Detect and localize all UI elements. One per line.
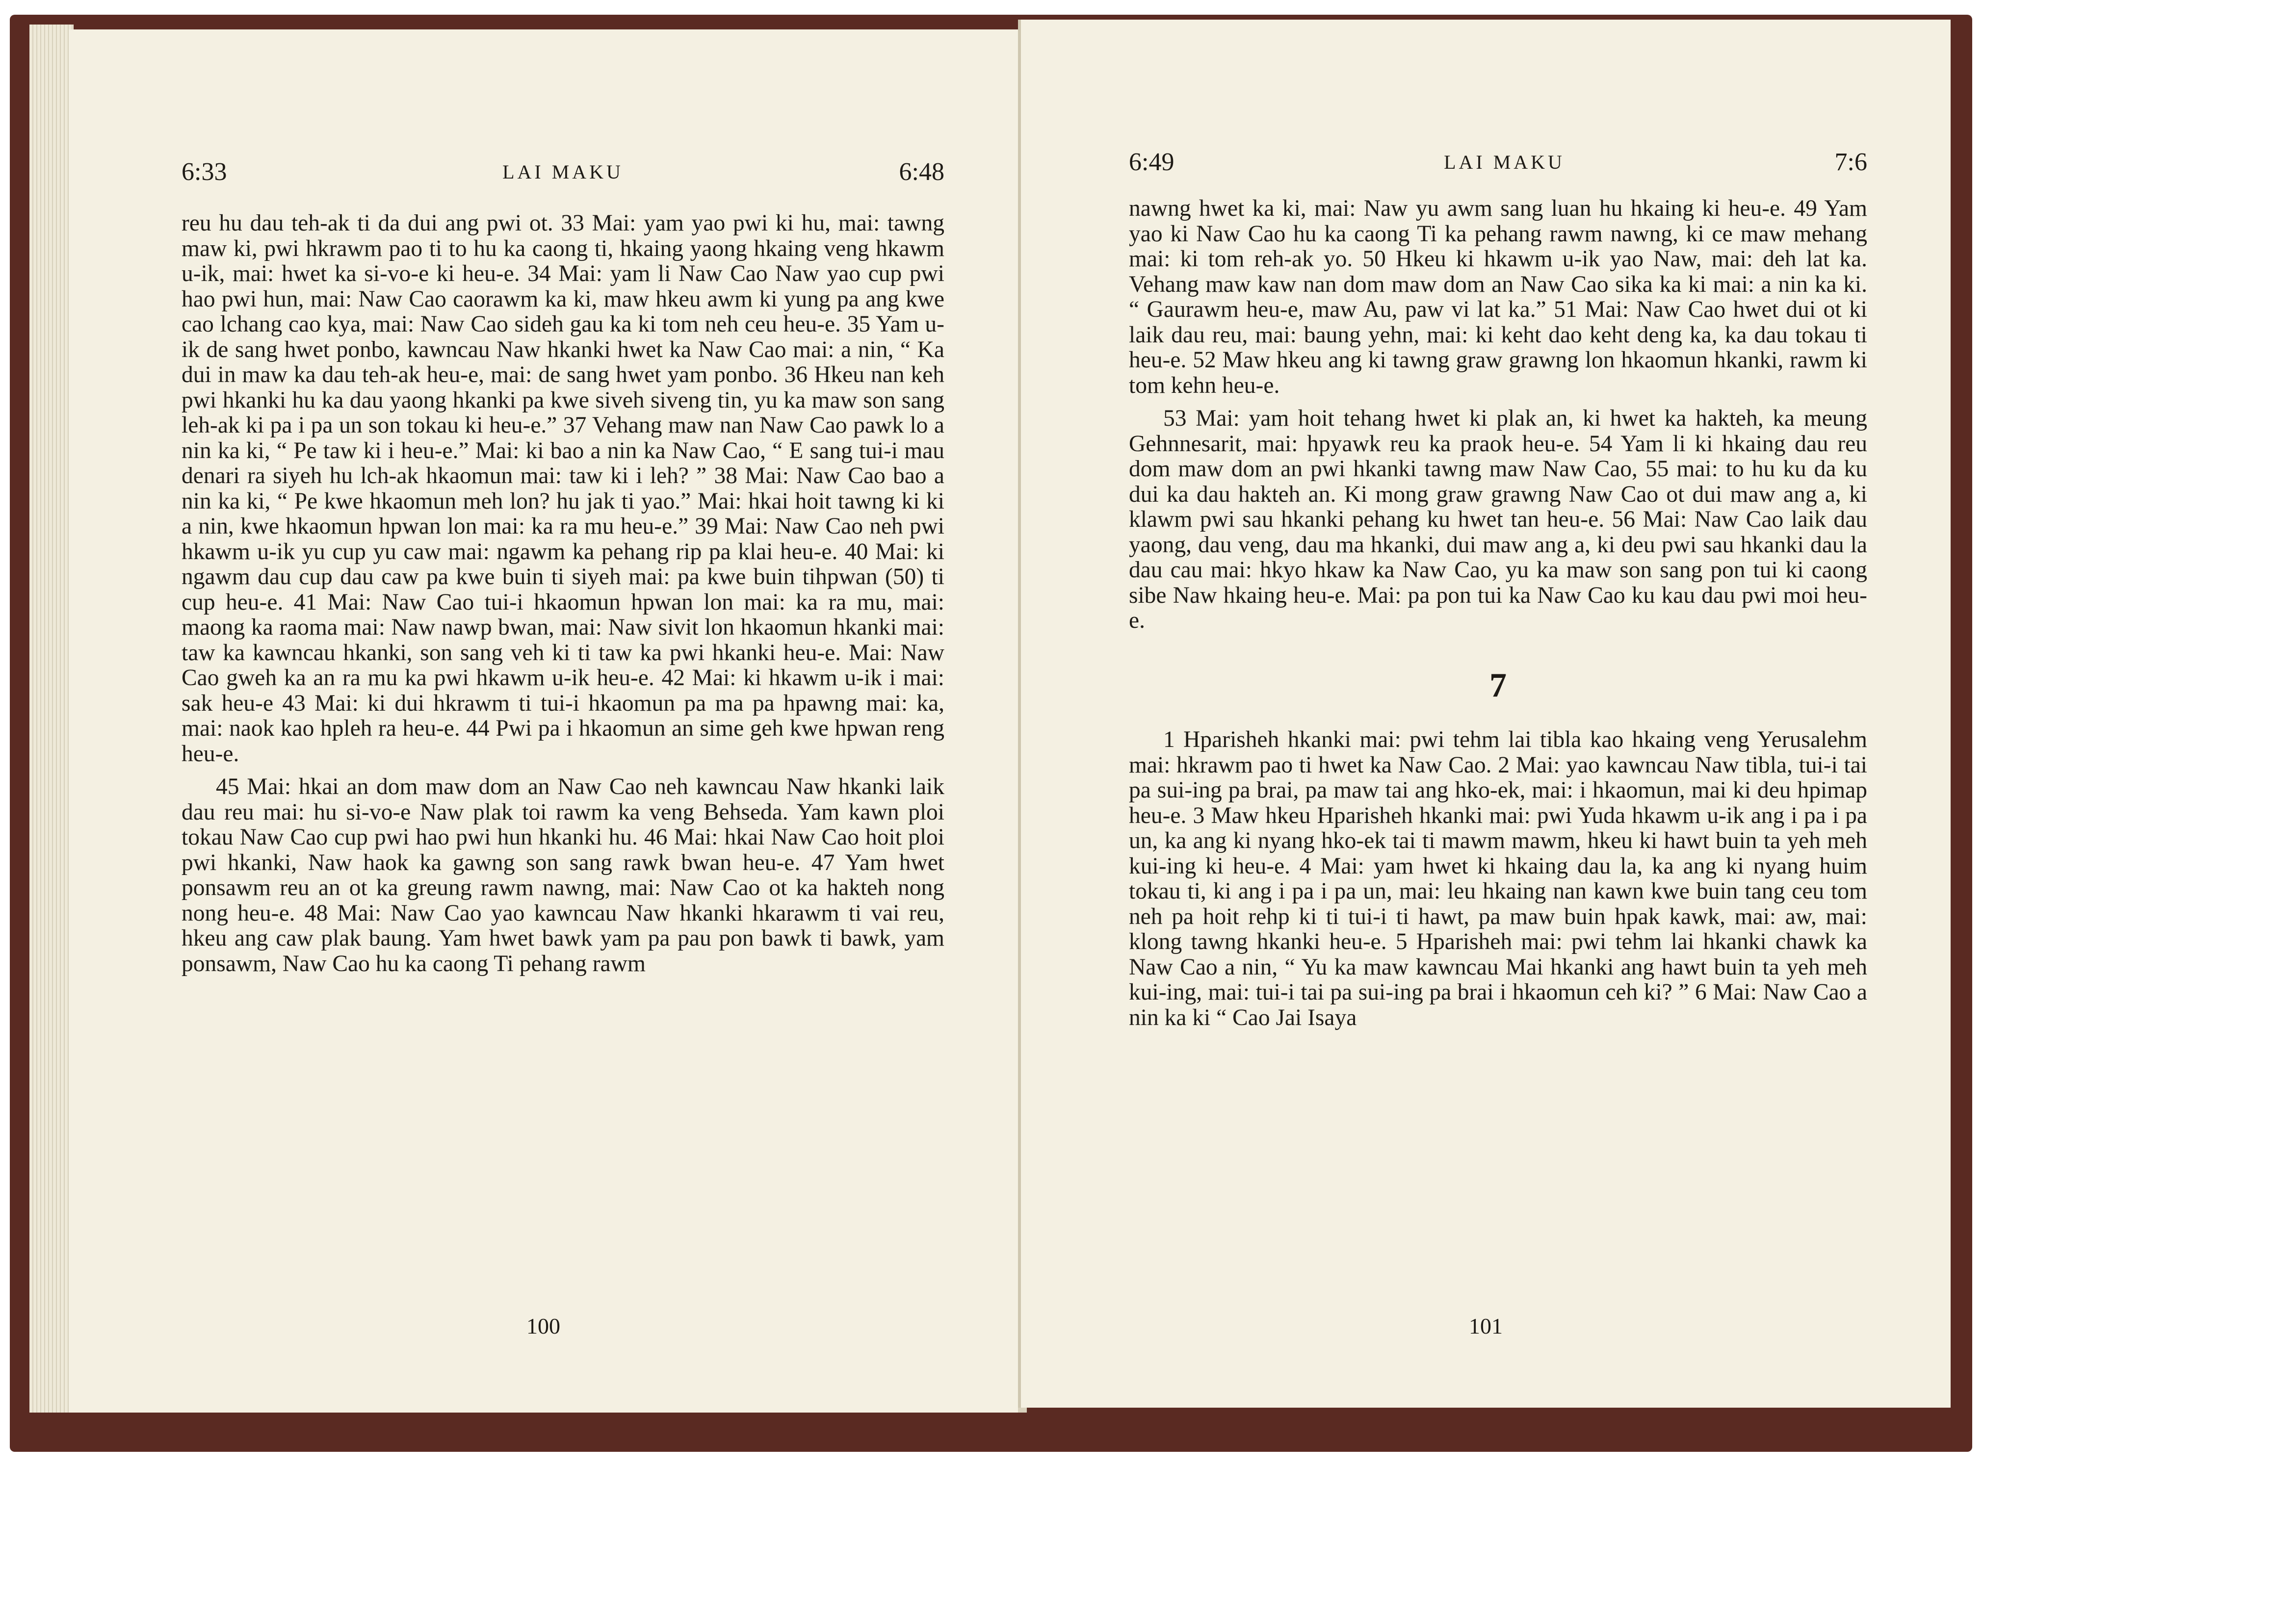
right-paragraph-1: nawng hwet ka ki, mai: Naw yu awm sang luan hu hkaing ki heu-e. 49 Yam yao ki Naw Cao hu ka caong Ti ka pehang rawm nawng, ki ce maw mehang mai: ki tom reh-ak yo. 50 Hkeu ki hkawm u-ik yao Naw, mai: deh lat ka. Vehang maw kaw nan dom maw dom an Naw Cao sika ka ki mai: a nin ka ki. “ Gaurawm heu-e, maw Au, paw vi lat ka.” 51 Mai: Naw Cao hwet dui ot ki laik dau reu, mai: baung yehn, mai: ki keht dao keht deng ka, ka dau tokau ti heu-e. 52 Maw hkeu ang ki tawng graw grawng lon hkaomun hkanki, rawm ki tom kehn heu-e. bbox=[1129, 196, 1867, 398]
right-running-head bbox=[1129, 137, 1867, 186]
left-running-head bbox=[182, 147, 944, 196]
right-page-number: 101 bbox=[1469, 1313, 1503, 1339]
right-verse-range-start: 6:49 bbox=[1129, 148, 1174, 176]
left-paragraph-1: reu hu dau teh-ak ti da dui ang pwi ot. 33 Mai: yam yao pwi ki hu, mai: tawng maw ki, pwi hkrawm pao ti to hu ka caong ti, hkaing yaong hkaing veng hkawm u-ik, mai: hwet ka si-vo-e ki heu-e. 34 Mai: yam li Naw Cao Naw yao cup pwi hao pwi hun, mai: Naw Cao caorawm ka ki, maw hkeu awm ki yung pa ang kwe cao lchang cao kya, mai: Naw Cao sideh gau ka ki tom neh ceu heu-e. 35 Yam u-ik de sang hwet ponbo, kawncau Naw hkanki hwet ka Naw Cao mai: a nin, “ Ka dui in maw ka dau teh-ak heu-e, mai: de sang hwet yam ponbo. 36 Hkeu nan keh pwi hkanki hu ka dau yaong hkanki pa kwe siveh siveng tin, yu ka maw son sang leh-ak ki pa i pa un son tokau ki heu-e.” 37 Vehang maw nan Naw Cao pawk lo a nin ka ki, “ Pe taw ki i heu-e.” Mai: ki bao a nin ka Naw Cao, “ E sang tui-i mau denari ra siyeh hu lch-ak hkaomun mai: taw ki i leh? ” 38 Mai: Naw Cao bao a nin ka ki, “ Pe kwe hkaomun meh lon? hu jak ti yao.” Mai: hkai hoit tawng ki ki a nin, kwe hkaomun hpwan lon mai: ka ra mu heu-e.” 39 Mai: Naw Cao neh pwi hkawm u-ik yu cup yu caw mai: ngawm ka pehang rip pa klai heu-e. 40 Mai: ki ngawm dau cup dau caw pa kwe buin ti siyeh mai: pa kwe buin tihpwan (50) ti cup heu-e. 41 Mai: Naw Cao tui-i hkaomun hpwan lon mai: ka ra mu, mai: maong ka raoma mai: Naw nawp bwan, mai: Naw sivit lon hkaomun hkanki mai: taw ka kawncau hkanki, son sang veh ki ti taw ka pwi hkanki heu-e. Mai: Naw Cao gweh ka an ra mu ka pwi hkawm u-ik heu-e. 42 Mai: ki hkawm u-ik i mai: sak heu-e 43 Mai: ki dui hkrawm ti tui-i hkaomun pa ma pa hpawng mai: ka, mai: naok kao hpleh ra heu-e. 44 Pwi pa i hkaomun an sime geh kwe hpwan reng heu-e. bbox=[182, 210, 944, 767]
right-verse-range-end: 7:6 bbox=[1834, 148, 1867, 176]
left-page-title: LAI MAKU bbox=[502, 160, 624, 183]
left-verse-range-end: 6:48 bbox=[899, 157, 944, 186]
page-edges bbox=[29, 25, 74, 1413]
left-verse-range-start: 6:33 bbox=[182, 157, 227, 186]
right-page bbox=[1018, 20, 1951, 1408]
right-paragraph-2: 53 Mai: yam hoit tehang hwet ki plak an, ki hwet ka hakteh, ka meung Gehnnesarit, mai: hpyawk reu ka praok heu-e. 54 Yam li ki hkaing dau reu dom maw dom an pwi hkanki tawng maw Naw Cao, 55 mai: to hu ku da ku dui ka dau hakteh an. Ki mong graw grawng Naw Cao ot dui maw ang a, ki klawm pwi sau hkanki pehang ku hwet tan heu-e. 56 Mai: Naw Cao laik dau yaong, dau veng, dau ma hkanki, dui maw ang a, ki deu pwi sau hkanki dau la dau cau mai: hkyo hkaw ka Naw Cao, yu ka maw son sang pon tui ki caong sibe Naw hkaing heu-e. Mai: pa pon tui ka Naw Cao ku kau dau pwi moi heu-e. bbox=[1129, 406, 1867, 633]
right-page-title: LAI MAKU bbox=[1444, 151, 1565, 173]
left-page-body bbox=[182, 211, 944, 977]
left-page-number: 100 bbox=[526, 1313, 560, 1339]
right-paragraph-3: 1 Hparisheh hkanki mai: pwi tehm lai tibla kao hkaing veng Yerusalehm mai: hkrawm pao ti hwet ka Naw Cao. 2 Mai: yao kawncau Naw tibla, tui-i tai pa sui-ing pa brai, pa maw tai ang hko-ek, mai: i hkaomun, mai ki deu hpimap heu-e. 3 Maw hkeu Hparisheh hkanki mai: pwi Yuda hkawm u-ik ang i pa i pa un, ka ang ki nyang hko-ek tai ti mawm mawm, hkeu ki hawt buin ta yeh meh kui-ing ki heu-e. 4 Mai: yam hwet ki hkaing dau la, ka ang ki nyang huim tokau ti, ki ang i pa i pa un, mai: leu hkaing nan kawn kwe buin tang ceu tom neh pa hoit rehp ki ti tui-i ti hawt, pa maw buin hpak kawk, mai: aw, mai: klong tawng hkanki heu-e. 5 Hparisheh mai: pwi tehm lai hkanki chawk ka Naw Cao a nin, “ Yu ka maw kawncau Mai hkanki ang hawt buin ta yeh meh kui-ing, mai: tui-i tai pa sui-ing pa brai i hkaomun ceh ki? ” 6 Mai: Naw Cao a nin ka ki “ Cao Jai Isaya bbox=[1129, 727, 1867, 1030]
right-page-body bbox=[1129, 196, 1867, 1030]
chapter-number: 7 bbox=[1489, 666, 1507, 704]
left-paragraph-2: 45 Mai: hkai an dom maw dom an Naw Cao neh kawncau Naw hkanki laik dau reu mai: hu si-vo-e Naw plak toi rawm ka veng Behseda. Yam kawn ploi tokau Naw Cao cup pwi hao pwi hun hkanki hu. 46 Mai: hkai Naw Cao hoit ploi pwi hkanki, Naw haok ka gawng son sang rawk bwan heu-e. 47 Yam hwet ponsawm reu an ot ka greung rawm nawng, mai: Naw Cao ot ka hakteh nong nong heu-e. 48 Mai: Naw Cao yao kawncau Naw hkanki hkarawm ti vai reu, hkeu ang caw plak baung. Yam hwet bawk yam pa pau pon bawk ti bawk, yam ponsawm, Naw Cao hu ka caong Ti pehang rawm bbox=[182, 774, 944, 977]
left-page bbox=[69, 29, 1027, 1413]
